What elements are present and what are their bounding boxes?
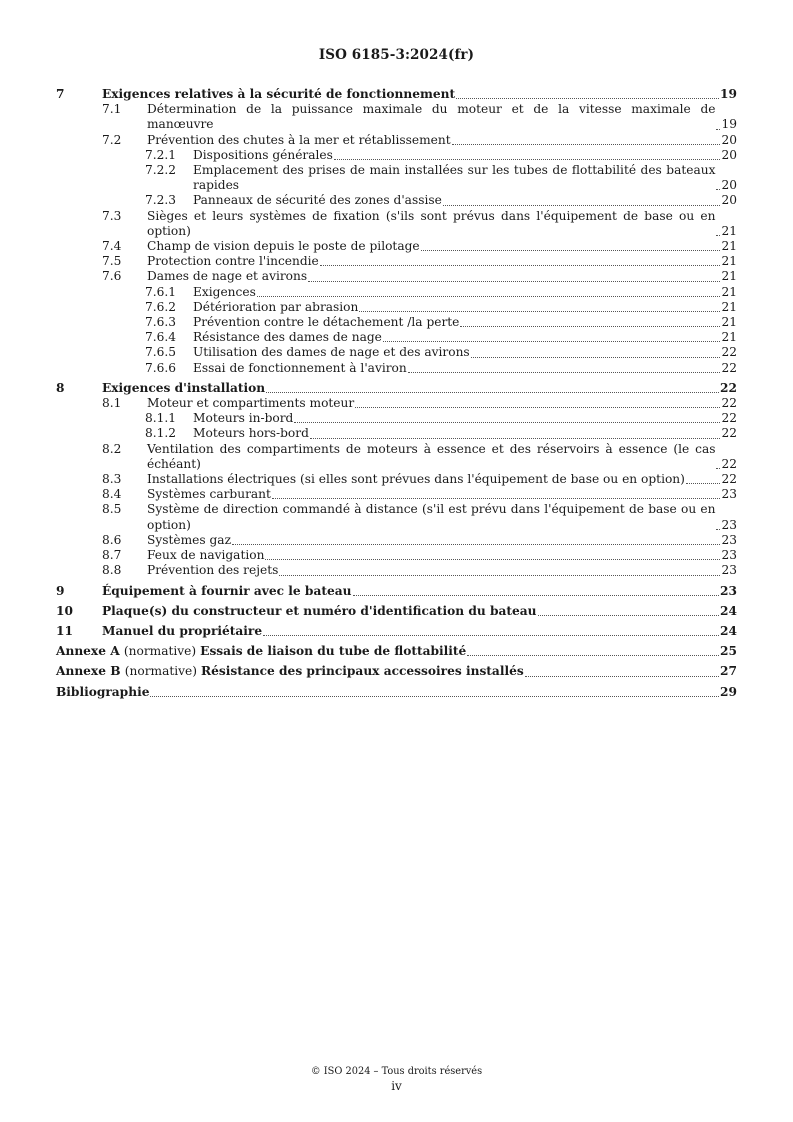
toc-entry[interactable] [56, 102, 737, 132]
toc-entry-line [193, 285, 737, 300]
toc-entry-title[interactable]: Exigences relatives à la sécurité de fonctionnement [102, 87, 456, 101]
toc-entry-page: 23 [720, 583, 737, 598]
toc-entry-page: 21 [721, 315, 737, 330]
dot-leader [383, 341, 721, 342]
toc-entry[interactable] [56, 604, 737, 619]
toc-entry[interactable] [56, 285, 737, 300]
annex-title: Résistance des principaux accessoires installés [201, 664, 524, 679]
toc-entry[interactable] [56, 548, 737, 563]
toc-entry-page: 22 [721, 345, 737, 360]
toc-entry-number: 7.6.5 [145, 345, 177, 360]
toc-entry-number: 9 [56, 583, 65, 598]
toc-entry-page: 23 [721, 548, 737, 563]
toc-entry[interactable] [56, 411, 737, 426]
toc-entry-line [147, 442, 737, 472]
toc-entry-page: 20 [721, 147, 737, 162]
toc-entry[interactable] [56, 254, 737, 269]
toc-entry-line [193, 345, 737, 360]
toc-entry-line [102, 604, 737, 619]
toc-entry-title[interactable]: Prévention des chutes à la mer et rétablissement [147, 132, 451, 147]
dot-leader [716, 235, 720, 236]
toc-entry-number: 8.7 [102, 548, 122, 563]
toc-entry-title[interactable]: Détermination de la puissance maximale du moteur et de la vitesse maximale de manœuvre [147, 102, 716, 132]
toc-entry[interactable] [56, 209, 737, 239]
dot-leader [443, 205, 721, 206]
toc-entry[interactable] [56, 315, 737, 330]
dot-leader [408, 372, 721, 373]
toc-entry-number: 7.6.3 [145, 315, 177, 330]
toc-entry-title[interactable]: Champ de vision depuis le poste de pilotage [147, 239, 420, 254]
dot-leader [272, 498, 721, 499]
toc-entry-page: 21 [721, 254, 737, 269]
toc-entry-page: 22 [721, 472, 737, 487]
toc-entry[interactable] [56, 269, 737, 284]
toc-entry-page: 21 [721, 284, 737, 299]
toc-entry-page: 22 [721, 411, 737, 426]
toc-entry[interactable] [56, 664, 737, 679]
toc-entry-line [147, 563, 737, 578]
toc-entry[interactable] [56, 472, 737, 487]
toc-entry[interactable] [56, 87, 737, 102]
toc-entry[interactable] [56, 533, 737, 548]
document-header: ISO 6185-3:2024(fr) [318, 47, 475, 63]
toc-entry[interactable] [56, 685, 737, 700]
toc-entry-title[interactable]: Moteurs in-bord [193, 411, 294, 426]
toc-entry-title[interactable]: Exigences [193, 284, 256, 299]
annex-name: Annexe B [56, 664, 121, 679]
dot-leader [359, 311, 720, 312]
dot-leader [355, 407, 720, 408]
toc-entry-title[interactable]: Systèmes carburant [147, 487, 271, 502]
toc-entry-page: 23 [721, 563, 737, 578]
toc-entry-page: 21 [721, 299, 737, 314]
toc-entry-number: 7.6.4 [145, 330, 177, 345]
toc-entry-title[interactable]: Utilisation des dames de nage et des avirons [193, 345, 470, 360]
toc-entry-number: 7.4 [102, 239, 122, 254]
toc-entry[interactable] [56, 644, 737, 659]
toc-entry-title[interactable]: Dispositions générales [193, 147, 333, 162]
toc-entry-page: 24 [720, 603, 737, 618]
dot-leader [716, 529, 720, 530]
toc-entry-line [147, 102, 737, 132]
toc-entry-title[interactable]: Plaque(s) du constructeur et numéro d'identification du bateau [102, 603, 537, 618]
toc-entry-number: 8.8 [102, 563, 122, 578]
toc-entry-number: 10 [56, 603, 73, 618]
toc-entry-line [56, 644, 737, 659]
toc-entry-line [147, 396, 737, 411]
toc-entry-page: 27 [720, 664, 737, 679]
table-of-contents [56, 87, 737, 700]
toc-entry[interactable] [56, 193, 737, 208]
dot-leader [460, 326, 720, 327]
toc-entry-title[interactable]: Installations électriques (si elles sont prévues dans l'équipement de base ou en option) [147, 472, 685, 487]
toc-entry-number: 7.6.6 [145, 360, 177, 375]
toc-entry-line [193, 193, 737, 208]
toc-entry-title[interactable]: Détérioration par abrasion [193, 299, 359, 314]
toc-entry-title[interactable]: Panneaux de sécurité des zones d'assise [193, 193, 442, 208]
dot-leader [266, 392, 719, 393]
toc-entry-page: 20 [721, 193, 737, 208]
annex-name: Annexe A [56, 644, 120, 659]
toc-entry-page: 23 [721, 517, 737, 532]
toc-entry-number: 8.1.1 [145, 411, 177, 426]
toc-entry-line [193, 426, 737, 441]
toc-entry[interactable] [56, 381, 737, 396]
toc-entry-number: 7.6 [102, 269, 122, 284]
toc-entry-number: 7.2.3 [145, 193, 177, 208]
toc-entry-page: 21 [721, 239, 737, 254]
toc-entry-number: 8.1.2 [145, 426, 177, 441]
toc-entry-line [147, 548, 737, 563]
toc-entry-page: 21 [721, 269, 737, 284]
toc-entry-number: 7.6.1 [145, 284, 177, 299]
dot-leader [525, 676, 719, 677]
dot-leader [686, 483, 721, 484]
toc-entry-page: 22 [721, 396, 737, 411]
toc-entry[interactable] [56, 300, 737, 315]
toc-entry-page: 20 [721, 178, 737, 193]
toc-entry[interactable] [56, 239, 737, 254]
dot-leader [150, 696, 719, 697]
dot-leader [353, 595, 720, 596]
toc-entry-title[interactable]: Sièges et leurs systèmes de fixation (s'ils sont prévus dans l'équipement de base ou en option) [147, 208, 716, 238]
toc-entry-title[interactable]: Moteurs hors-bord [193, 426, 309, 441]
toc-entry-line [147, 209, 737, 239]
toc-entry[interactable] [56, 442, 737, 472]
toc-entry-line [193, 361, 737, 376]
toc-entry-page: 22 [721, 456, 737, 471]
toc-entry-number: 7.2.1 [145, 147, 177, 162]
toc-entry-line [102, 87, 737, 102]
toc-entry-page: 20 [721, 132, 737, 147]
toc-entry[interactable] [56, 163, 737, 193]
dot-leader [716, 129, 720, 130]
toc-entry-page: 22 [720, 380, 737, 395]
toc-entry-page: 25 [720, 644, 737, 659]
toc-entry-line [56, 664, 737, 679]
toc-entry[interactable] [56, 487, 737, 502]
toc-entry-number: 8.3 [102, 472, 122, 487]
dot-leader [471, 357, 721, 358]
toc-entry-number: 7.1 [102, 102, 122, 117]
toc-entry-page: 24 [720, 623, 737, 638]
toc-entry-number: 7.6.2 [145, 299, 177, 314]
toc-entry-title[interactable] [56, 664, 524, 679]
toc-entry-title[interactable]: Protection contre l'incendie [147, 254, 319, 269]
toc-entry[interactable] [56, 345, 737, 360]
dot-leader [232, 544, 720, 545]
copyright-notice: © ISO 2024 – Tous droits réservés [310, 1066, 483, 1077]
toc-entry-page: 21 [721, 330, 737, 345]
toc-entry-number: 8 [56, 380, 65, 395]
dot-leader [467, 655, 719, 656]
dot-leader [421, 250, 721, 251]
toc-entry-line [147, 472, 737, 487]
toc-entry[interactable] [56, 624, 737, 639]
toc-entry-title[interactable] [56, 644, 466, 659]
toc-entry-title[interactable]: Bibliographie [56, 684, 150, 699]
dot-leader [716, 189, 720, 190]
toc-entry-line [193, 300, 737, 315]
toc-entry-number: 8.6 [102, 532, 122, 547]
toc-entry-line [193, 315, 737, 330]
toc-entry-number: 7 [56, 87, 65, 101]
toc-entry-title[interactable]: Feux de navigation [147, 548, 265, 563]
dot-leader [716, 468, 720, 469]
toc-entry-number: 8.4 [102, 487, 122, 502]
page-footer [0, 1065, 793, 1093]
toc-entry-line [102, 624, 737, 639]
toc-entry-line [147, 487, 737, 502]
toc-entry-page: 23 [721, 532, 737, 547]
toc-entry-title[interactable]: Dames de nage et avirons [147, 269, 308, 284]
toc-entry-number: 8.2 [102, 441, 122, 456]
toc-entry-line [147, 502, 737, 532]
toc-entry-line [102, 584, 737, 599]
toc-entry-line [56, 685, 737, 700]
toc-entry-number: 7.5 [102, 254, 122, 269]
toc-entry[interactable] [56, 396, 737, 411]
toc-entry-title[interactable]: Système de direction commandé à distance (s'il est prévu dans l'équipement de base ou en option) [147, 502, 716, 532]
toc-entry[interactable] [56, 426, 737, 441]
dot-leader [310, 438, 721, 439]
dot-leader [320, 265, 721, 266]
dot-leader [452, 144, 721, 145]
dot-leader [334, 159, 721, 160]
toc-entry-line [147, 269, 737, 284]
toc-entry-title[interactable]: Exigences d'installation [102, 380, 266, 395]
toc-entry[interactable] [56, 133, 737, 148]
toc-entry-title[interactable]: Ventilation des compartiments de moteurs à essence et des réservoirs à essence (le cas échéant) [147, 441, 716, 471]
toc-entry-line [193, 330, 737, 345]
toc-entry-line [193, 411, 737, 426]
dot-leader [279, 575, 720, 576]
toc-entry-line [102, 381, 737, 396]
toc-entry-title[interactable]: Prévention contre le détachement /la perte [193, 315, 460, 330]
dot-leader [456, 98, 719, 99]
toc-entry-page: 22 [721, 426, 737, 441]
annex-title: Essais de liaison du tube de flottabilité [200, 644, 467, 659]
toc-entry[interactable] [56, 330, 737, 345]
annex-type: (normative) [123, 644, 197, 659]
toc-entry[interactable] [56, 148, 737, 163]
toc-entry-title[interactable]: Prévention des rejets [147, 563, 279, 578]
toc-entry-line [193, 163, 737, 193]
dot-leader [265, 559, 720, 560]
toc-entry-number: 8.1 [102, 396, 122, 411]
toc-entry-line [193, 148, 737, 163]
toc-entry-number: 8.5 [102, 502, 122, 517]
toc-entry-number: 11 [56, 623, 73, 638]
dot-leader [308, 281, 720, 282]
toc-entry-page: 19 [721, 117, 737, 132]
toc-entry-line [147, 533, 737, 548]
toc-entry-number: 7.3 [102, 208, 122, 223]
dot-leader [257, 296, 721, 297]
toc-entry-line [147, 239, 737, 254]
toc-entry-title[interactable]: Essai de fonctionnement à l'aviron [193, 360, 407, 375]
dot-leader [538, 615, 720, 616]
toc-entry-title[interactable]: Résistance des dames de nage [193, 330, 382, 345]
toc-entry-line [147, 133, 737, 148]
toc-entry-page: 29 [720, 684, 737, 699]
toc-entry-title[interactable]: Manuel du propriétaire [102, 623, 263, 638]
annex-type: (normative) [124, 664, 197, 679]
toc-entry[interactable] [56, 584, 737, 599]
toc-entry[interactable] [56, 361, 737, 376]
page-number: iv [391, 1079, 402, 1093]
toc-entry[interactable] [56, 563, 737, 578]
dot-leader [263, 635, 719, 636]
toc-entry-title[interactable]: Équipement à fournir avec le bateau [102, 583, 352, 598]
toc-entry-page: 19 [720, 87, 737, 101]
toc-entry-title[interactable]: Moteur et compartiments moteur [147, 396, 355, 411]
toc-entry-number: 7.2.2 [145, 163, 177, 178]
dot-leader [294, 422, 720, 423]
toc-entry[interactable] [56, 502, 737, 532]
toc-entry-number: 7.2 [102, 132, 122, 147]
toc-entry-page: 22 [721, 360, 737, 375]
toc-entry-line [147, 254, 737, 269]
toc-entry-page: 23 [721, 487, 737, 502]
toc-entry-title[interactable]: Emplacement des prises de main installées sur les tubes de flottabilité des bateaux rapides [193, 163, 716, 193]
toc-entry-title[interactable]: Systèmes gaz [147, 532, 231, 547]
toc-entry-page: 21 [721, 223, 737, 238]
